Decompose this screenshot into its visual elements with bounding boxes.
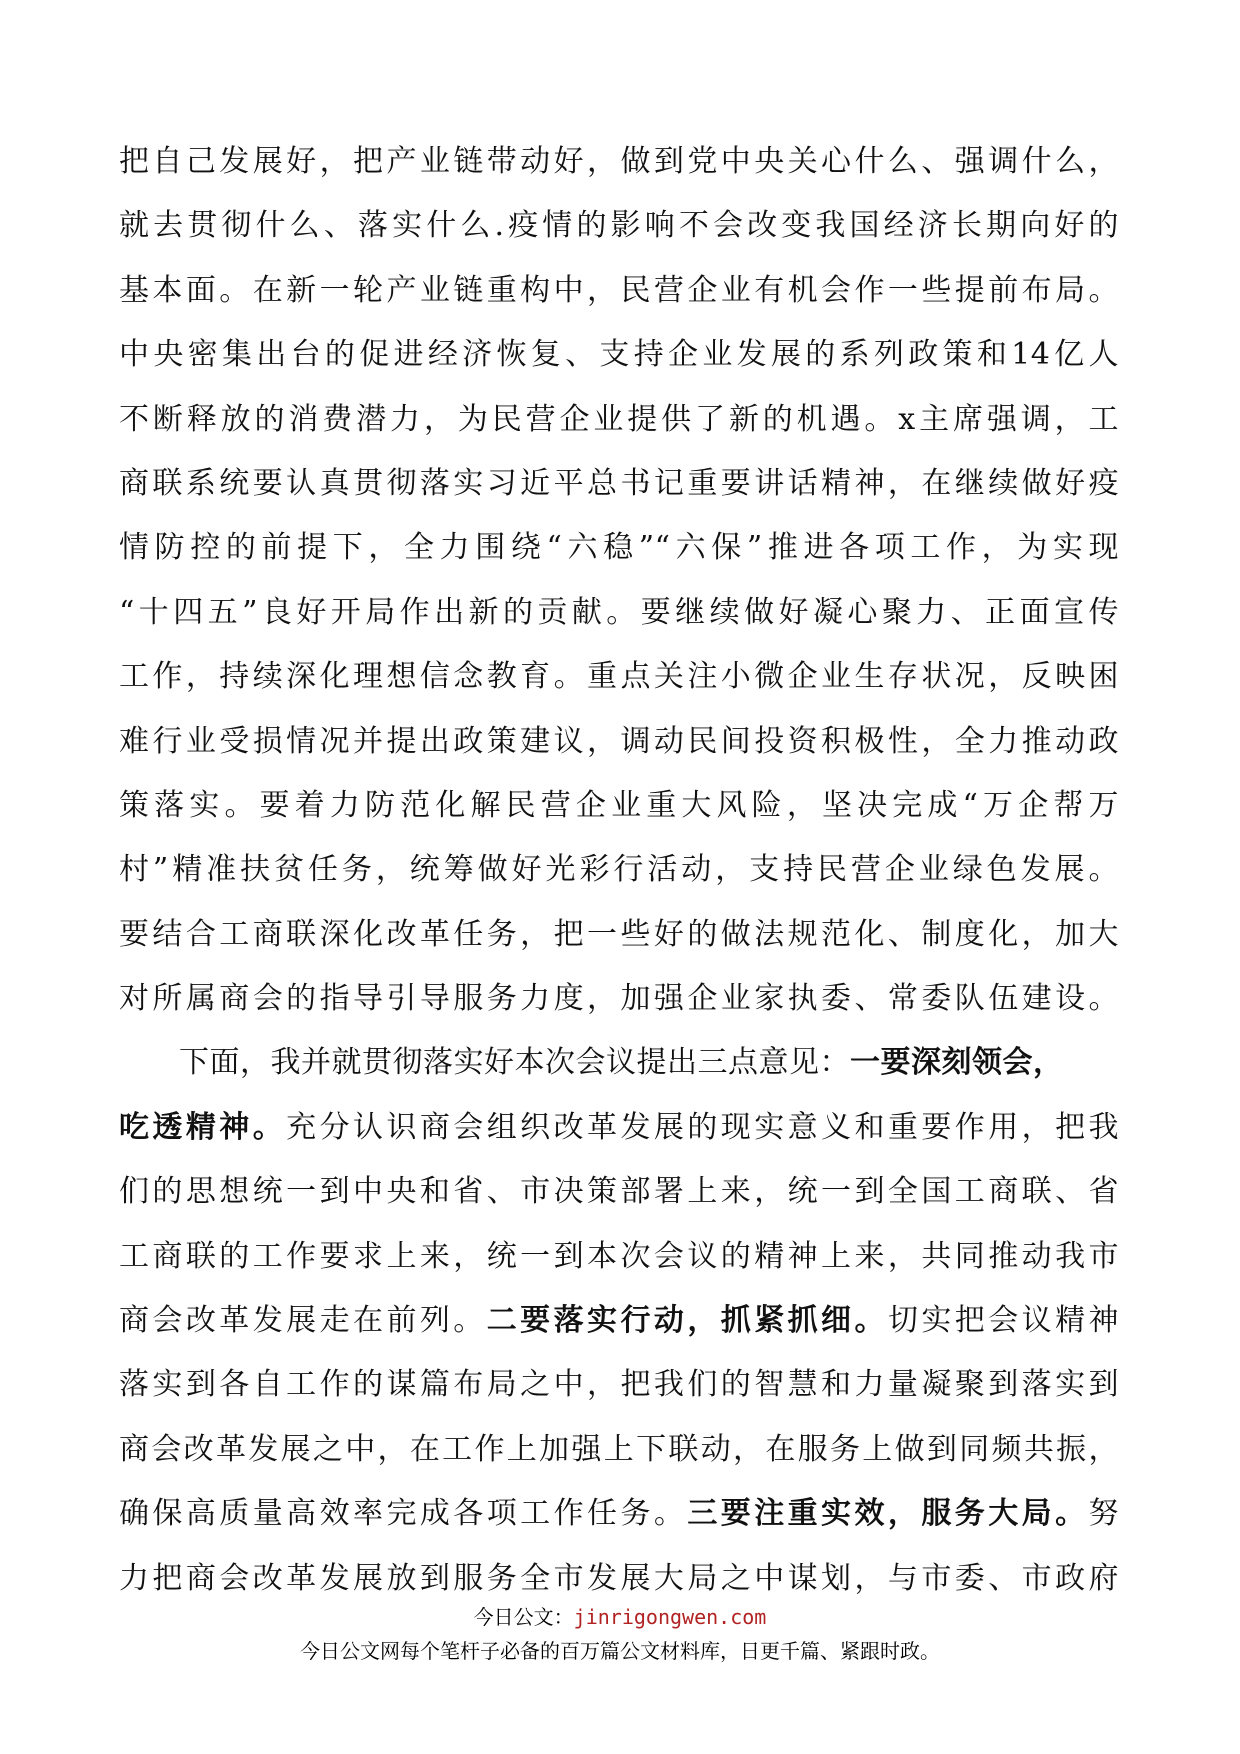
text-line: 工商联的工作要求上来，统一到本次会议的精神上来，共同推动我市 [119,1238,1119,1274]
paragraph-text: 下面，我并就贯彻落实好本次会议提出三点意见： [179,1045,850,1081]
key-point-heading-3: 三要注重实效，服务大局。 [687,1496,1089,1532]
key-point-heading-1: 一要深刻领会， [850,1045,1064,1081]
text-line: 商会改革发展之中，在工作上加强上下联动，在服务上做到同频共振， [119,1431,1119,1467]
text-line: 们的思想统一到中央和省、市决策部署上来，统一到全国工商联、省 [119,1174,1119,1210]
text-line [119,1289,1119,1353]
text-line: 情防控的前提下，全力围绕“六稳”“六保”推进各项工作，为实现 [119,530,1119,566]
text-line: 工作，持续深化理想信念教育。重点关注小微企业生存状况，反映困 [119,659,1119,695]
paragraph-text: 充分认识商会组织改革发展的现实意义和重要作用，把我 [286,1109,1120,1145]
text-line: 中央密集出台的促进经济恢复、支持企业发展的系列政策和14亿人 [119,337,1119,373]
paragraph-text: 切实把会议精神 [887,1303,1120,1339]
text-line [119,1096,1119,1160]
footer-site-label: 今日公文： [473,1605,574,1629]
footer-slogan: 今日公文网每个笔杆子必备的百万篇公文材料库，日更千篇、紧跟时政。 [300,1639,940,1663]
paragraph-text: 努 [1088,1496,1120,1532]
text-line: 基本面。在新一轮产业链重构中，民营企业有机会作一些提前布局。 [119,272,1119,308]
page-footer [0,1602,1240,1666]
text-line: 把自己发展好，把产业链带动好，做到党中央关心什么、强调什么， [119,144,1119,179]
paragraph-text: 确保高质量高效率完成各项工作任务。 [119,1496,688,1532]
text-line: 力把商会改革发展放到服务全市发展大局之中谋划，与市委、市政府 [119,1560,1119,1596]
footer-site-line [0,1602,1240,1632]
text-line: 策落实。要着力防范化解民营企业重大风险，坚决完成“万企帮万 [119,787,1119,823]
text-line: 不断释放的消费潜力，为民营企业提供了新的机遇。x主席强调，工 [119,401,1119,437]
text-line: 就去贯彻什么、落实什么.疫情的影响不会改变我国经济长期向好的 [119,208,1119,244]
footer-site-link[interactable]: jinrigongwen.com [573,1605,767,1629]
paragraph-start-line [119,1031,1119,1095]
text-line: “十四五”良好开局作出新的贡献。要继续做好凝心聚力、正面宣传 [119,594,1119,630]
text-line: 落实到各自工作的谋篇布局之中，把我们的智慧和力量凝聚到落实到 [119,1367,1119,1403]
text-line [119,1482,1119,1546]
paragraph-text: 商会改革发展走在前列。 [119,1303,487,1339]
key-point-heading-1-cont: 吃透精神。 [119,1109,287,1145]
text-line: 商联系统要认真贯彻落实习近平总书记重要讲话精神，在继续做好疫 [119,465,1119,501]
text-line: 对所属商会的指导引导服务力度，加强企业家执委、常委队伍建设。 [119,981,1119,1017]
key-point-heading-2: 二要落实行动，抓紧抓细。 [486,1303,888,1339]
text-line: 难行业受损情况并提出政策建议，调动民间投资积极性，全力推动政 [119,723,1119,759]
document-body [119,130,1119,1611]
text-line: 村”精准扶贫任务，统筹做好光彩行活动，支持民营企业绿色发展。 [119,852,1119,888]
text-line: 要结合工商联深化改革任务，把一些好的做法规范化、制度化，加大 [119,916,1119,952]
